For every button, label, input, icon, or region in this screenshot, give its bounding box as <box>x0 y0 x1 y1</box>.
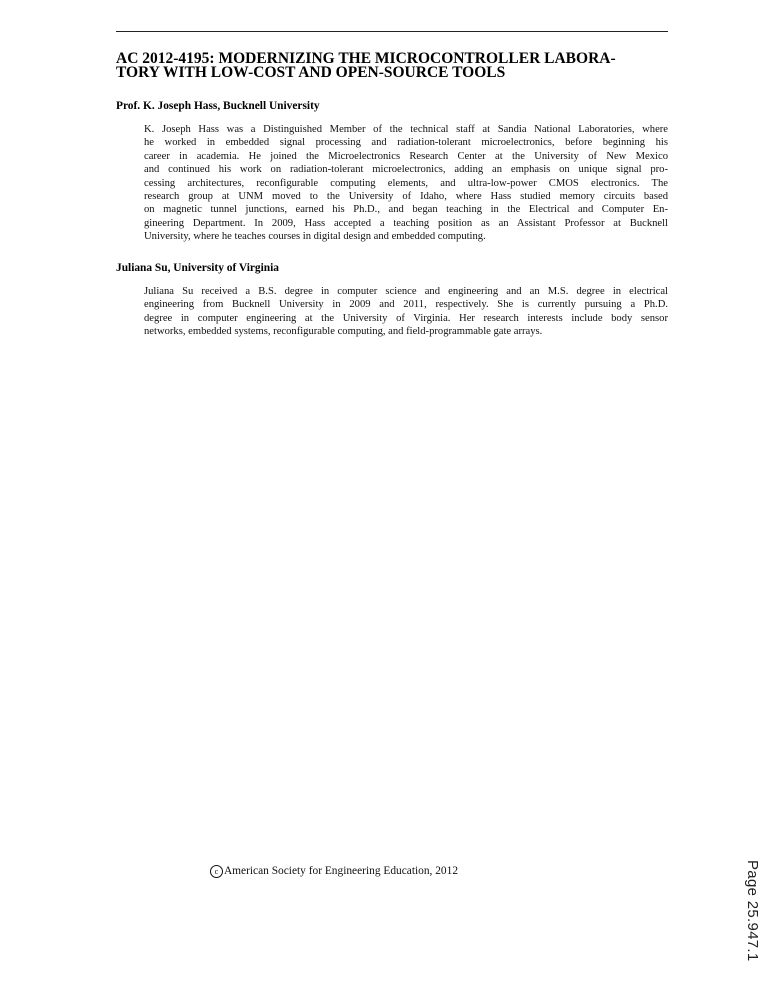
bio-line: degree in computer engineering at the University of Virginia. Her research interests include body sensor <box>144 312 668 324</box>
copyright-icon: c <box>210 865 223 878</box>
copyright-text: American Society for Engineering Education, 2012 <box>223 865 459 877</box>
top-rule <box>116 31 668 32</box>
bio-line: engineering from Bucknell University in 2009 and 2011, respectively. She is currently pursuing a Ph.D. <box>144 299 668 311</box>
bio-line: networks, embedded systems, reconfigurable computing, and field-programmable gate arrays. <box>144 326 543 338</box>
bio-line: K. Joseph Hass was a Distinguished Member of the technical staff at Sandia National Laboratories, where <box>144 124 668 135</box>
bio-line: University, where he teaches courses in digital design and embedded computing. <box>144 231 486 243</box>
author-block-hass <box>116 100 668 244</box>
author-block-su <box>116 262 668 339</box>
bio-line: on magnetic tunnel junctions, earned his Ph.D., and began teaching in the Electrical and Computer En- <box>144 204 668 216</box>
bio-line: research group at UNM moved to the University of Idaho, where Hass studied memory circuits based <box>144 191 668 203</box>
bio-line: and continued his work on radiation-tolerant microelectronics, adding an emphasis on unique signal pro- <box>144 164 668 176</box>
page-stamp: Page 25.947.1 <box>744 860 761 962</box>
bio-line: Juliana Su received a B.S. degree in computer science and engineering and an M.S. degree in electrical <box>144 286 668 297</box>
author-bio <box>144 285 668 339</box>
bio-line: gineering Department. In 2009, Hass accepted a teaching position as an Assistant Professor at Bucknell <box>144 217 668 229</box>
paper-title <box>116 52 676 80</box>
title-line-1: AC 2012-4195: MODERNIZING THE MICROCONTROLLER LABORA- <box>116 50 616 67</box>
author-name: Juliana Su, University of Virginia <box>116 262 279 274</box>
bio-line: career in academia. He joined the Microelectronics Research Center at the University of New Mexico <box>144 150 668 162</box>
copyright-notice <box>0 864 668 878</box>
title-line-2: TORY WITH LOW-COST AND OPEN-SOURCE TOOLS <box>116 64 506 81</box>
bio-line: cessing architectures, reconfigurable computing elements, and ultra-low-power CMOS electronics. The <box>144 177 668 189</box>
author-name: Prof. K. Joseph Hass, Bucknell University <box>116 100 320 112</box>
author-bio <box>144 123 668 244</box>
bio-line: he worked in embedded signal processing and radiation-tolerant microelectronics, before beginning his <box>144 137 668 149</box>
